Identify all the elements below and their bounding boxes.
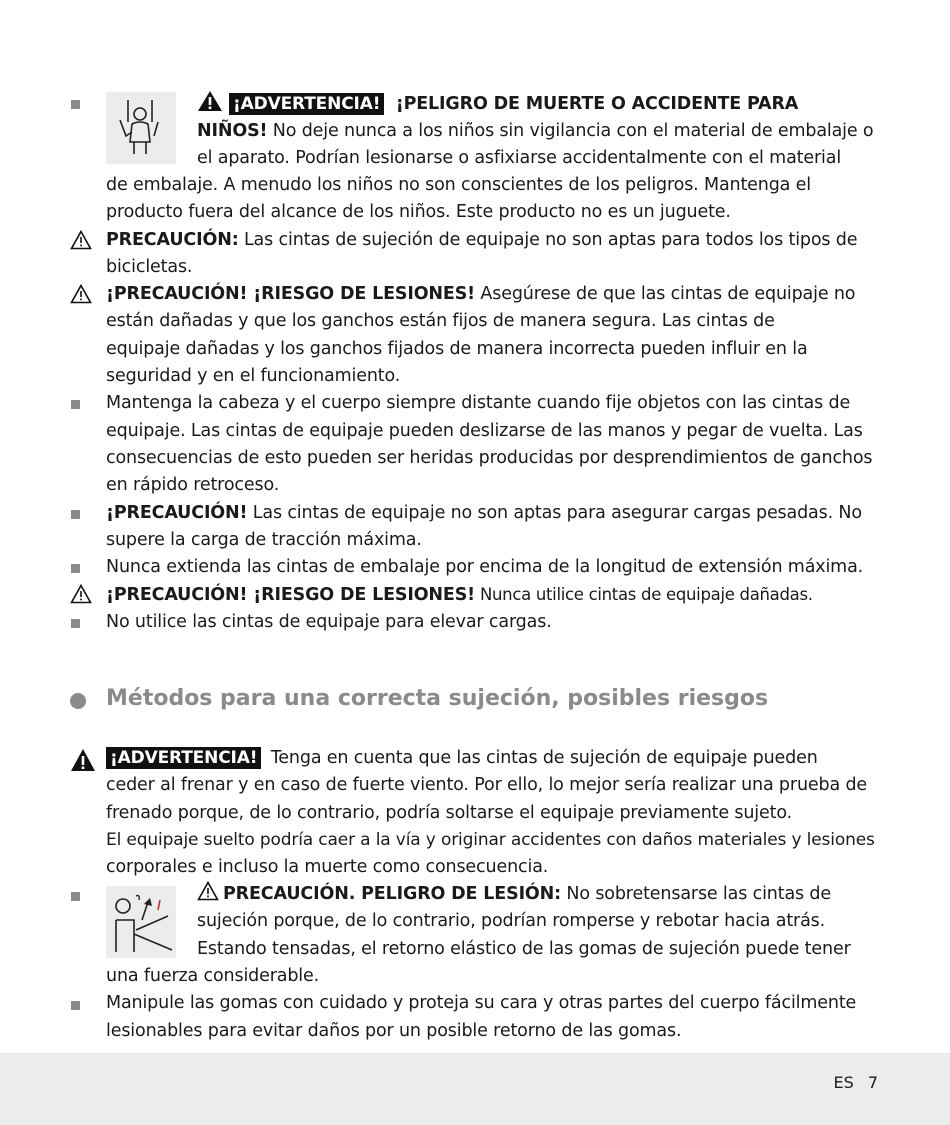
text-line: Nunca extienda las cintas de embalaje por encima de la longitud de extensión máxima. [106, 557, 864, 577]
page-number: 7 [867, 1073, 878, 1092]
text-line: No utilice las cintas de equipaje para elevar cargas. [106, 612, 552, 632]
text-line: ceder al frenar y en caso de fuerte viento. Por ello, lo mejor sería realizar una prueba de [106, 775, 868, 795]
text-line: ¡PRECAUCIÓN! Las cintas de equipaje no son aptas para asegurar cargas pesadas. No [106, 503, 862, 523]
bullet [71, 510, 80, 519]
child-icon [106, 92, 176, 164]
caution-triangle-icon [197, 881, 219, 901]
warning-triangle-icon [197, 90, 223, 112]
text-line: corporales e incluso la muerte como consecuencia. [106, 857, 549, 877]
text-line: equipaje. Las cintas de equipaje pueden deslizarse de las manos y pegar de vuelta. Las [106, 421, 863, 441]
warning-label: ¡ADVERTENCIA! [106, 747, 261, 769]
text-line: PRECAUCIÓN: Las cintas de sujeción de equipaje no son aptas para todos los tipos de [106, 230, 858, 250]
text-line: supere la carga de tracción máxima. [106, 530, 422, 550]
warning-line-1 [197, 90, 798, 118]
text-line: bicicletas. [106, 257, 193, 277]
warning-label: ¡ADVERTENCIA! [229, 93, 384, 115]
text-line: Manipule las gomas con cuidado y proteja su cara y otras partes del cuerpo fácilmente [106, 993, 857, 1013]
text-line: Estando tensadas, el retorno elástico de las gomas de sujeción puede tener [197, 939, 851, 959]
caution-triangle-icon [70, 584, 92, 604]
text-line: lesionables para evitar daños por un posible retorno de las gomas. [106, 1021, 682, 1041]
text-line: equipaje dañadas y los ganchos fijados de manera incorrecta pueden influir en la [106, 339, 808, 359]
text-line: NIÑOS! No deje nunca a los niños sin vigilancia con el material de embalaje o [197, 121, 874, 141]
bullet [71, 1001, 80, 1010]
text-line: ¡PRECAUCIÓN! ¡RIESGO DE LESIONES! Nunca utilice cintas de equipaje dañadas. [106, 585, 813, 605]
caution-line: PRECAUCIÓN. PELIGRO DE LESIÓN: No sobretensarse las cintas de [197, 881, 831, 908]
language-code: ES [833, 1073, 854, 1092]
warning-line-2: ¡ADVERTENCIA! Tenga en cuenta que las cintas de sujeción de equipaje pueden [106, 745, 818, 772]
bullet [71, 619, 80, 628]
caution-triangle-icon [70, 284, 92, 304]
warning-title: ¡PELIGRO DE MUERTE O ACCIDENTE PARA [395, 94, 799, 114]
text-line: producto fuera del alcance de los niños. Este producto no es un juguete. [106, 202, 731, 222]
bullet [71, 892, 80, 901]
text-line: consecuencias de esto pueden ser heridas producidas por desprendimientos de ganchos [106, 448, 873, 468]
bullet [71, 400, 80, 409]
strap-recoil-icon [106, 886, 176, 958]
text-line: el aparato. Podrían lesionarse o asfixiarse accidentalmente con el material [197, 148, 842, 168]
footer-text [820, 1073, 878, 1092]
page-footer [0, 1053, 950, 1125]
text-line: están dañadas y que los ganchos están fijos de manera segura. Las cintas de [106, 311, 775, 331]
text-line: ¡PRECAUCIÓN! ¡RIESGO DE LESIONES! Asegúrese de que las cintas de equipaje no [106, 284, 856, 304]
heading-bullet [70, 693, 86, 709]
bullet [71, 100, 80, 109]
bullet [71, 564, 80, 573]
text-line: Mantenga la cabeza y el cuerpo siempre distante cuando fije objetos con las cintas de [106, 393, 851, 413]
text-line: de embalaje. A menudo los niños no son conscientes de los peligros. Mantenga el [106, 175, 812, 195]
section-heading: Métodos para una correcta sujeción, posibles riesgos [106, 686, 769, 711]
warning-triangle-icon [70, 748, 96, 772]
text-line: seguridad y en el funcionamiento. [106, 366, 401, 386]
text-line: El equipaje suelto podría caer a la vía y originar accidentes con daños materiales y lesiones [106, 830, 875, 850]
text-line: sujeción porque, de lo contrario, podrían romperse y rebotar hacia atrás. [197, 911, 826, 931]
text-line: una fuerza considerable. [106, 966, 320, 986]
text-line: frenado porque, de lo contrario, podría soltarse el equipaje previamente sujeto. [106, 803, 792, 823]
text-line: en rápido retroceso. [106, 475, 280, 495]
caution-triangle-icon [70, 230, 92, 250]
